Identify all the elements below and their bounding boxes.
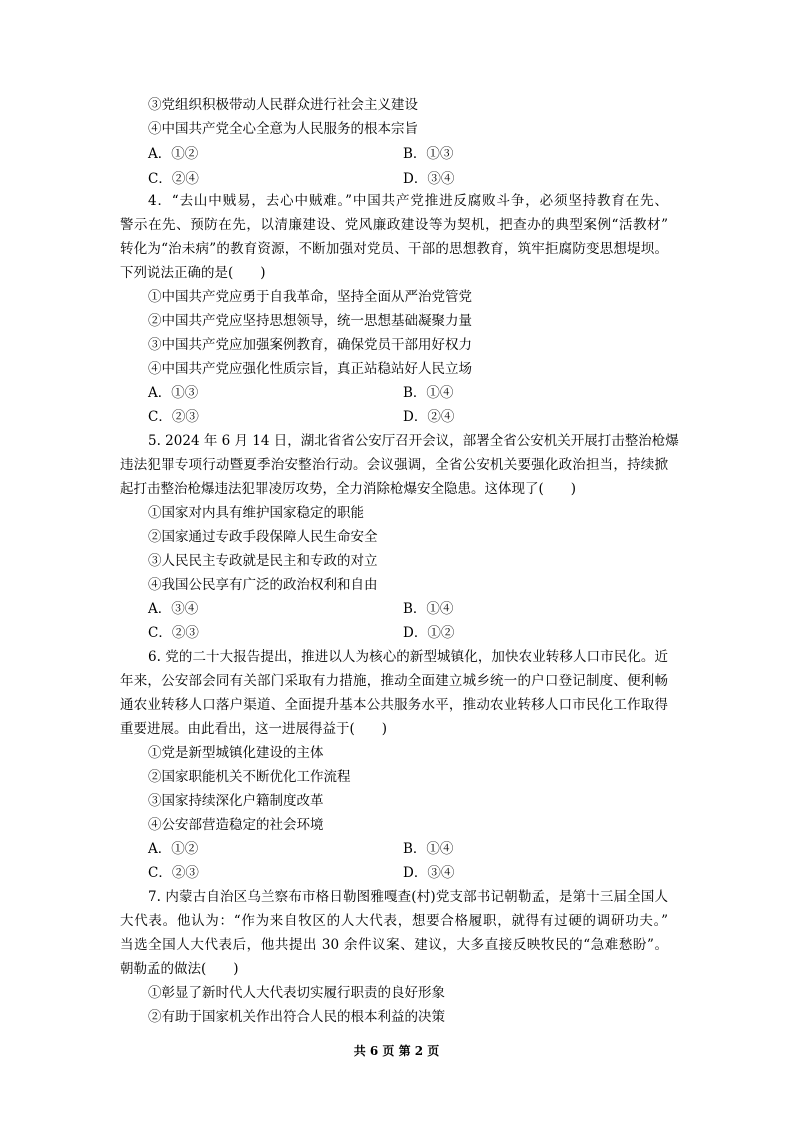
q6-option-b: B．①④ [403, 841, 454, 857]
q5-option-b: B．①④ [403, 601, 454, 617]
q4-option-a: A．①③ [148, 385, 199, 401]
q5-stem-line: 5. 2024 年 6 月 14 日，湖北省省公安厅召开会议，部署全省公安机关开展打击整治枪爆 [148, 433, 679, 449]
q3-item-4: ④中国共产党全心全意为人民服务的根本宗旨 [148, 121, 418, 137]
q5-option-a: A．③④ [148, 601, 199, 617]
q6-item-3: ③国家持续深化户籍制度改革 [148, 793, 324, 809]
q7-item-1: ①彰显了新时代人大代表切实履行职责的良好形象 [148, 985, 445, 1001]
q6-item-2: ②国家职能机关不断优化工作流程 [148, 769, 351, 785]
q3-option-c: C．②④ [148, 171, 199, 187]
q5-item-4: ④我国公民享有广泛的政治权利和自由 [148, 577, 378, 593]
q5-stem-line: 起打击整治枪爆违法犯罪凌厉攻势，全力消除枪爆安全隐患。这体现了( ) [120, 481, 577, 497]
q6-stem-line: 6. 党的二十大报告提出，推进以人为核心的新型城镇化，加快农业转移人口市民化。近 [148, 649, 668, 665]
q6-stem-line: 年来，公安部会同有关部门采取有力措施，推动全面建立城乡统一的户口登记制度、便利畅 [120, 673, 668, 689]
q4-stem-line: 警示在先、预防在先，以清廉建设、党风廉政建设等为契机，把查办的典型案例“活教材” [120, 217, 668, 233]
q3-option-a: A．①② [148, 146, 199, 162]
q3-option-b: B．①③ [403, 146, 454, 162]
q5-item-1: ①国家对内具有维护国家稳定的职能 [148, 505, 364, 521]
q4-option-b: B．①④ [403, 385, 454, 401]
q4-stem-line: 转化为“治未病”的教育资源，不断加强对党员、干部的思想教育，筑牢拒腐防变思想堤坝。 [120, 241, 668, 257]
q7-stem-line: 朝勒孟的做法( ) [120, 961, 239, 977]
q5-item-3: ③人民民主专政就是民主和专政的对立 [148, 553, 378, 569]
q6-item-4: ④公安部营造稳定的社会环境 [148, 817, 324, 833]
q5-option-c: C．②③ [148, 625, 199, 641]
q4-item-4: ④中国共产党应强化性质宗旨，真正站稳站好人民立场 [148, 361, 472, 377]
q5-stem-line: 违法犯罪专项行动暨夏季治安整治行动。会议强调，全省公安机关要强化政治担当，持续掀 [120, 457, 668, 473]
q3-option-d: D．③④ [403, 171, 455, 187]
q6-item-1: ①党是新型城镇化建设的主体 [148, 745, 324, 761]
q4-item-2: ②中国共产党应坚持思想领导，统一思想基础凝聚力量 [148, 313, 472, 329]
q7-item-2: ②有助于国家机关作出符合人民的根本利益的决策 [148, 1009, 445, 1025]
q4-stem-line: 4．“去山中贼易，去心中贼难。”中国共产党推进反腐败斗争，必须坚持教育在先、 [148, 193, 668, 209]
q4-item-1: ①中国共产党应勇于自我革命，坚持全面从严治党管党 [148, 289, 472, 305]
q6-stem-line: 通农业转移人口落户渠道、全面提升基本公共服务水平，推动农业转移人口市民化工作取得 [120, 697, 668, 713]
q6-option-d: D．③④ [403, 865, 455, 881]
q7-stem-line: 当选全国人大代表后，他共提出 30 余件议案、建议，大多直接反映牧民的“急难愁盼”。 [120, 937, 668, 953]
q6-stem-line: 重要进展。由此看出，这一进展得益于( ) [120, 721, 388, 737]
q7-stem-line: 大代表。他认为：“作为来自牧区的人大代表，想要合格履职，就得有过硬的调研功夫。” [120, 913, 668, 929]
q7-stem-line: 7. 内蒙古自治区乌兰察布市格日勒图雅嘎查(村)党支部书记朝勒孟，是第十三届全国人 [148, 889, 668, 905]
page-footer: 共 6 页 第 2 页 [353, 1044, 440, 1058]
q3-item-3: ③党组织积极带动人民群众进行社会主义建设 [148, 97, 418, 113]
q4-item-3: ③中国共产党应加强案例教育，确保党员干部用好权力 [148, 337, 472, 353]
q4-option-d: D．②④ [403, 409, 455, 425]
q5-item-2: ②国家通过专政手段保障人民生命安全 [148, 529, 378, 545]
q4-option-c: C．②③ [148, 409, 199, 425]
q5-option-d: D．①② [403, 625, 455, 641]
q4-stem-line: 下列说法正确的是( ) [120, 265, 266, 281]
q6-option-a: A．①② [148, 841, 199, 857]
q6-option-c: C．②③ [148, 865, 199, 881]
